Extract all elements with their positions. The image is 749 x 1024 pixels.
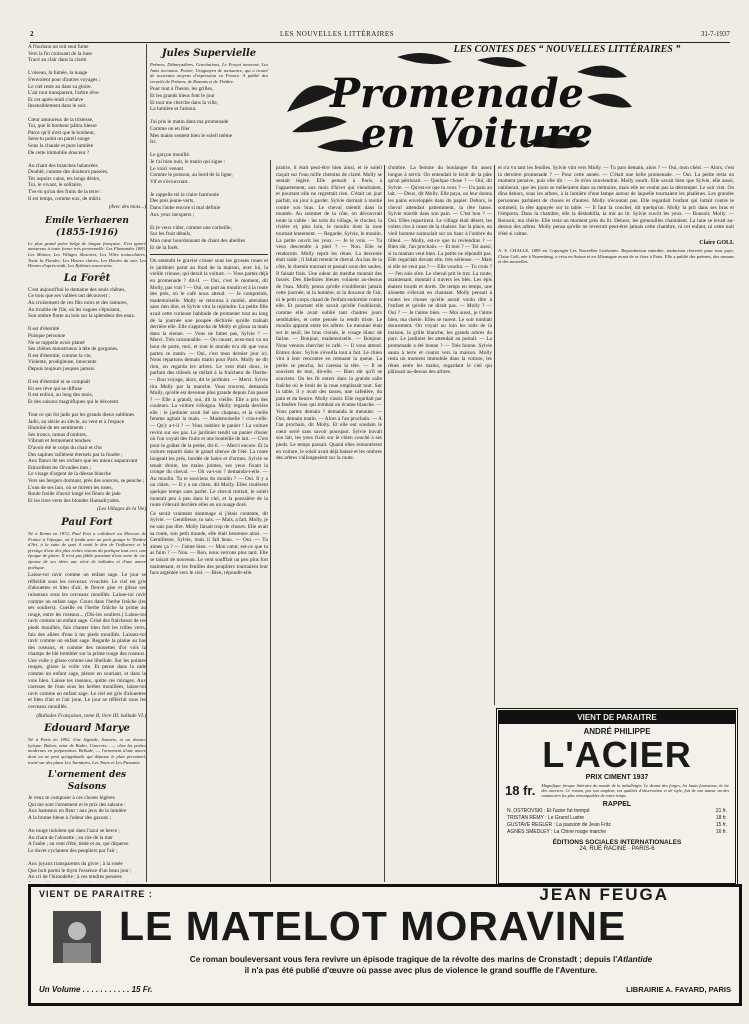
copyright-note: A. S. CHALLE, 1889 est Copyright Les Nouvelles Littéraires. Reproduction interdite, traduction réservée pour tous pays. Claire Goll, née à Nuremberg, a vécu en Suisse et en Allemagne avant de se fixer à Paris. Elle a publié des poèmes, des romans et des nouvelles. xyxy=(498,248,734,265)
rappel-item: N. OSTROVSKI : Et l'acier fut trempé 21 fr. xyxy=(507,808,727,814)
ad-lacier xyxy=(496,708,738,886)
ad-matelot-moravine xyxy=(28,884,742,1006)
ad2-kicker: VIENT DE PARAITRE : xyxy=(39,889,153,899)
column-two xyxy=(150,44,268,882)
ornement-title: L'ornement des Saisons xyxy=(47,770,127,793)
story-part-2: Ce serait vraiment dommage si j'étais contente, dit Sylvie. — Gentillesse, tu sais. — Mais, a fait, Molly, je ne sais pas dire. Molly faisait trop de choses. Elle avait sa route, son petit monde, elle était heureuse ainsi. — Gentillesse, Sylvie, mais il fait beau. — Oui. — Tu aimes ça ? — J'aime bien. — Mon cœur, est-ce que tu as faim ? — Non. — Bon, nous verrons plus tard. Elle se taisait de nouveau. Le vent soufflait un peu plus fort maintenant, et les feuilles des peupliers tournaient leur face argentée vers le ciel. — Bien, répondit-elle. xyxy=(150,510,268,577)
ornement-poem: Je veux te composer à ces choses légères Qui me sont l'ornement et le prix des saisons : Aux hameaux en fleur ; aux jeux de la lumière A la brume bleue à l'odeur des gazons ; Au rouge indolent qui dans l'azur se berce ; Au chant de l'alouette ; au rire de la mer A l'aube ; au vent d'été, tiède et au, qui disperse Le duvet cyclamen des peupliers par l'air ; Aux joyaux transparents du givre ; à la rosée Que boit parmi le thym l'essence d'un beau jour ; Au cri de l'hirondelle ; à ces tendres pensées xyxy=(28,795,132,881)
marye-heading: Edouard Marye xyxy=(44,723,130,735)
supervielle-bio: Poèmes, Débarcadères, Gravitations, Le Forçat innocent, Les Amis inconnus. Poésie, Uruguayen de naissance, qui a trouvé de nouveaux moyens d'expression en France. A publié des recueils de Poèmes, de Romans et de Théâtre. xyxy=(150,62,268,84)
fort-prose: Laisse-toi ravir comme un enfant sage. Le jour se réfléchit sous les cerceaux vivacités. Le ciel est gris d'alouettes et bleu d'air, le fleuve gise et glisse ses ruisseaux sous les cerceaux mouillés. Laisse-toi ravir comme un enfant sage. Cours dans l'herbe fraîche (les ses souliers). Cueille en l'herbe fraîche la prime au rouge, entre les roseaux... (Dis-les souliers.) Laisse-toi ravir comme un enfant sage. Grisé des fraîcheurs de tes pieds mouillés, fais chanter bleu fort les trilles verts, fais des allées d'eau à tes pieds mouillés. Laissez-toi ravir comme un enfant sage. Regarde la plaine au bas des roseaux, et comme des mouettes d'or vois la champs de blé trembler sur la prime rouge des roseaux. Une voile y glisse comme une libellule. Sur les pointes rouges, glisse la voile vite. Et pense dans la rade comme un enfant sage, pleure en souriant, et dans la voie bleu. Laisse tes roseaux, quitte ces mirages. Aux caresses de l'eau sous les herbes mouillées, laisse-toi ravir comme un enfant sage. Le ciel est gris d'alouettes et bleu d'air et l'air joue. Le jour se réfléchit sous les cerceaux mouillés. xyxy=(28,572,146,711)
rappel-item: AGNES SMEDLEY : La Chine rouge marche 16 fr. xyxy=(507,829,727,835)
ad-blurb: Magnifique fresque littéraire du monde de la métallurgie. Le drame des forges, les hauts fourneaux, la vie des ouvriers. Ce roman, par son ampleur, ses qualités d'observation et de style, fait de son auteur un des romanciers les plus remarquables de notre temps. xyxy=(541,783,729,798)
story-part-5: et n'a vu tant les feuilles. Sylvie vint vers Molly. — Tu pars demain, alors ? — Oui, mon chéri. — Alors, c'est la dernière promenade ? — Pour cette année. — C'était une belle promenade. — Oui. La petite resta un moment pensive, puis elle dit : — Je m'en souviendrai. Molly sourit. Elle savait bien que Sylvie, elle aussi, oublierait, que les jours se mêleraient dans sa mémoire, mais elle ne voulut pas la détromper. Le soir vint. On dîna dehors, sous les arbres, à la lumière d'une lampe autour de laquelle tournaient les phalènes. Les grandes personnes parlaient de choses et d'autres. Molly n'écoutait pas. Elle regardait l'enfant qui luttait contre le sommeil, la tête appuyée sur la table. — Il faut la coucher, dit quelqu'un. Molly la prit dans ses bras et l'emporta. Dans la chambre, elle la déshabilla, la mit au lit. Sylvie ouvrit les yeux. — Bonsoir, Molly. — Bonsoir, ma chérie. Elle resta un moment près du lit. Dehors, les grenouilles chantaient. La lune se levait au-dessus des arbres. Molly pensa qu'elle ne reverrait peut-être jamais cette chambre, ni cet enfant, ni cette nuit d'été si calme. xyxy=(498,165,734,237)
ad2-volume: Un Volume . . . . . . . . . . . 15 Fr. xyxy=(39,985,153,994)
poem-top: A l'horizon un toit seul fume Vers la fin croissant de la lune Tracé au clair dans la clarté. L'oiseau, la fumée, la nuage S'envolent pour d'autres voyages ; Le ciel reste au dans sa gloire. L'air tout transparent, l'arbre rêve Et cet après-midi s'achève Insensiblement dans le soir. Cœur amoureux de ta tristesse, Toi, que le bonheur pâlira blesse Parce qu'il n'est que le bonheur, Sens-tu point un pareil songe Sous la chaude et pure lumière De cette immobile douceur ? Au chant des branches balancées Doublé, comme des douleurs passées, Tes aspoirs vains, tes longs désirs, Toi, le vivant, le solitaire, T'es-tu qu'un des fruits de la terre : Il est temps, comme eux, de mûrir. xyxy=(28,44,109,202)
rappel-item: TRISTAN RÉMY : Le Grand Lustre 18 fr. xyxy=(507,815,727,821)
credit-top: (Avec des mots...) xyxy=(108,204,146,211)
column-four xyxy=(388,165,492,882)
ad2-title: LE MATELOT MORAVINE xyxy=(119,903,627,949)
ad-rappel-list xyxy=(499,808,735,836)
ad-author: ANDRÉ PHILIPPE xyxy=(583,727,651,736)
contes-heading: LES CONTES DES “ NOUVELLES LITTÉRAIRES ” xyxy=(453,44,681,55)
verhaeren-heading: Emile Verhaeren (1855-1916) xyxy=(45,215,129,238)
story-part-1: On entendit le gravier crisser sous les grosses roues et le jardinier parut au fond de la maison, avec lui, la vieille crieuse, qui dessit la voiture. — Vous partez déjà en promenade ? dit-il. — Oui, c'est le moment, dit Molly, pas vrai ? — Oui, on part au moulin et à la route des près, où le café nous attend. — Je comprends, mademoiselle. Molly se retourna à moitié, attendant sans rien dire, et Sylvie vint la rejoindre. La petite fille avait cette curieuse habitude de promener tout au long de la journée une poupée déchirée qu'elle traînait derrière elle. Elle s'approcha de Molly et glissa sa main dans la sienne. — Vous ne faites pas, Sylvie ? — Merci. Très raisonnable. — On causer, avez-moi vu un bout de porte, moi, et tout le monde m'a dit que vous partez ce matin. — Oui, c'est mon dernier jour ici. Nous repartons demain matin pour Paris. Molly ne dit rien, on regarda les arbres. Le vent était doux, le parfum des tilleuls se mêlait à la fraîcheur de l'herbe. — Bon voyage, alors, dit le jardinier. — Merci. Sylvie tira Molly par la manche. Vous trouvez, demanda Molly, qu'elle est devenue plus grande depuis l'an passé ? — Elle a grandi, oui, dit la vieille. Elle a pris des couleurs. La voiture s'éloigna. Molly regarda derrière elle : le jardinier avait ôté son chapeau, et la vieille femme agitait la main. — Mademoiselle ! cria-t-elle. — Qu'y a-t-il ? — Vous oubliez le panier ! La voiture revint sur ses pas. Le jardinier tendit un panier d'osier où l'on voyait des fruits et une bouteille de lait. — C'est pour le goûter de la petite, dit-il. — Merci encore. Et la voiture repartit dans le grand silence de l'été. La route longeait les prés, bordée de haies et d'ormes. Sylvie se tenait droite, les mains jointes, ses yeux fixant la croupe du cheval. — Où va-t-on ? demanda-t-elle. — Au moulin. Tu te souviens du moulin ? — Oui. Il y a un chien. — Il y a un chien, dit Molly. Elles roulèrent quelque temps sans parler. Le cheval trottait, le soleil montait peu à peu dans le ciel, et la poussière de la route s'élevait derrière elles en un nuage doré. xyxy=(150,258,268,509)
supervielle-poem: Pour tout à l'heure, les grilles, Et les grands bleus font le jour Et tout me cherche dans la ville, La lumière et l'amour. J'ai pris le matin dans ma promenade Comme on en filer Mes mains sentent bien le soleil même Ici. Le garçon mouillé. Je t'ai bien nuit, le matin qui signe : Le voici venant Comme le poisson, au bord de la ligne, Vif et s'écouvrant. Je rappelle tel la claire harmonie Des prés jeune-verts, Dans l'aube encore si mal définie Aux yeux inexperts ; Et je veux vider, comme une corbeille, Sur les fruit détails, Mon cœur bourdonnant de chant des abeilles Et de la forêt. xyxy=(150,86,246,251)
svg-text:en Voiture: en Voiture xyxy=(361,110,593,157)
column-rule xyxy=(270,160,271,882)
ad-kicker: VIENT DE PARAITRE xyxy=(499,711,735,724)
page-header xyxy=(30,30,730,43)
ad-prize: PRIX CIMENT 1937 xyxy=(585,774,649,781)
ad2-publisher: LIBRAIRIE A. FAYARD, PARIS xyxy=(626,985,731,994)
fort-heading: Paul Fort xyxy=(61,517,113,528)
column-rule xyxy=(384,165,385,882)
ad-title: L'ACIER xyxy=(542,734,692,775)
ad-publisher: ÉDITIONS SOCIALES INTERNATIONALES xyxy=(552,839,682,846)
marye-bio: Né à Paris en 1892. Une légende, Sonnets, et un dossier lyrique, Bolero, mise de Radio, Concerts... — chez les poètes modernes en préparation. Bellude, — l'ornement d'une œuvre dont on ne peut qu'applaudir qui dépasse le plan personnel, traité sur des plans Les Aventures, Les Tours et Les Passants. xyxy=(28,737,146,765)
column-three xyxy=(276,165,382,882)
column-five xyxy=(498,165,734,705)
ad-price: 18 fr. xyxy=(505,783,536,798)
ad-rappel-title: RAPPEL xyxy=(602,801,632,808)
ad2-author: JEAN FEUGA xyxy=(539,885,669,904)
ad2-blurb: Ce roman bouleversant vous fera revivre un épisode tragique de la révolte des marins de Cronstadt ; depuis l'Atlantide il n'a pas été publié d'œuvre où passe avec plus de violence le grand souffle de l'Aventure. xyxy=(189,955,653,975)
divider xyxy=(150,254,268,255)
story-part-3: prairie, il était peut-être bien ainsi, et le soleil traçait sur l'eau mille chemins de clarté. Molly se sentait légère. Elle pensait à Paris, à l'appartement, aux mois d'hiver qui viendraient, et pourtant elle ne regrettait rien. C'était un jour parfait, un jour à garder. Sylvie dormait à moitié contre son bras. Le cheval ralentit dans la montée. Au sommet de la côte, on découvrait toute la vallée : les toits du village, le clocher, la rivière et, plus loin, le moulin dont la roue tournait lentement. — Regarde, Sylvie, le moulin. La petite ouvrit les yeux. — Je le vois. — Tu veux descendre à pied ? — Non. Elle se rendormit. Molly reprit les rênes. La descente était raide ; il fallait retenir le cheval. Au bas de la côte, le chemin tournait et passait sous des saules. Il faisait frais. Une odeur de menthe montait des fossés. Des libellules bleues volaient au-dessus de l'eau. Molly pensa qu'elle n'oublierait jamais cette journée, ni la lumière, ni la douceur de l'air, ni le petit corps chaud de l'enfant endormie contre elle. Et pourtant elle savait qu'elle l'oublierait, comme elle avait oublié tant d'autres jours semblables, et cette pensée la rendit triste. Le moulin apparut entre les arbres. Le meunier était sur le seuil, les bras croisés, le visage blanc de farine. — Bonjour, mademoiselle. — Bonjour. Nous venons chercher le café. — Il vous attend. Entrez donc. Sylvie s'éveilla tout à fait. Le chien vint à leur rencontre en remuant la queue. La petite se pencha, lui caressa la tête. — Il se souvient de moi, dit-elle. — Bien sûr qu'il se souvient. On les fit entrer dans la grande salle fraîche où le bruit de la roue emplissait tout. Sur la table, il y avait des tasses, une cafetière, du pain et du beurre. Molly s'assit. Elle regardait par la fenêtre l'eau qui tombait en écume blanche. — Vous partez demain ? demanda le meunier. — Oui, demain matin. — Alors à l'an prochain. — A l'an prochain, dit Molly. Et elle eut soudain le cœur serré sans savoir pourquoi. Sylvie buvait son lait, les yeux fixés sur le chien couché à ses pieds. Le temps passait. Quand elles remontèrent en voiture, le soleil avait déjà baissé et les ombres des arbres s'allongeaient sur la route. xyxy=(276,165,382,462)
foret-poem: C'est aujourd'hui le domaine des seuls chênes, Ce bois que ses vallées ont découvert ; Au croisement de ces fûts noirs et des ramures, Au trouble de l'ile, où les vagues s'épuisent, Son ombre flotte au loin sur la splendeur des eaux. Il est d'éternité Puisque personne Ne se rappelle avoir planté Ses chênes monstrueux à tête de gorgones. Il est d'éternité, comme la vie, Violente, prodigieuse, innocente Depuis toujours jusques jamais. Il est d'éternité et se complaît En ses rêve qui se diffuse Il est enfoui, au long des mois, Et des saisons magnifiques qui le décorent. Tout ce qui fut jadis par les grands dieux sublimes Jadis, au siècle au siècle, au vent et à l'espace Illuminé de tes sentiments : Ses troncs, ramus d'ombres, Vibrant et fermement tendues D'avoir été le corps du chair et d'or Des sapines raillèrent éternels par la foudre ; Aux flancs de ses rochers que les mieux auparavant Etincellent les Orvadies mes ; Le visage d'argent de la déesse blanche Vers ses bergers dormant, près des sources, se penche ; L'eau de ses lacs, où se mirent les roses, Roule froide d'avoir longé les fleurs de jade Et les rires verts des blondes Hamadryades. xyxy=(28,286,145,504)
issue-date: 31-7-1937 xyxy=(700,30,730,38)
rappel-item: GUSTAVE REGLER : La passion de Jean Fritz 15 fr. xyxy=(507,822,727,828)
promenade-title-illustration xyxy=(277,52,637,162)
title-art-text: Promenade xyxy=(329,70,585,117)
portrait-icon xyxy=(53,911,101,963)
page-number: 2 xyxy=(30,30,34,38)
column-poems-left xyxy=(28,44,146,882)
fort-bio: Né à Reims en 1872, Paul Fort a collaboré au Mercure de France à l'époque, où il fonda avec un petit groupe le Théâtre d'Art, à la suite de quoi il avait le don de l'influence et le prestige d'une des plus riches visions du poétique tout ceci, une époque de gloire. Il n'est pas fidèle pourtant d'une sorte de vie, épouse de ses idées une série de ballades et d'une œuvre poétique. xyxy=(28,531,146,570)
ad-address: 24, RUE RACINE · PARIS-6 xyxy=(579,846,655,852)
column-rule xyxy=(494,165,495,705)
supervielle-heading: Jules Supervielle xyxy=(161,48,257,59)
credit-foret: (Les Villages de la Vie) xyxy=(97,506,146,513)
author-portrait xyxy=(53,911,101,963)
story-part-4: d'ombre. La femme du boulanger fut assez longue à servir. On entendait le bruit de la pâte qu'on pétrissait. — Quelque chose ? — Oui, dit Sylvie. — Qu'est-ce que tu veux ? — Un pain au lait. — Deux, dit Molly. Elle paya, on leur donna les pains enveloppés dans du papier. Dehors, le cheval attendait patiemment, la tête basse. Sylvie mordit dans son pain. — C'est bon ? — Oui. Elles repartirent. Le village était désert, les volets clos à cause de la chaleur. Sur la place, un vieil homme somnolait sur un banc à l'ombre du tilleul. — Molly, est-ce que tu reviendras ? — Bien sûr, l'an prochain. — Et moi ? — Toi aussi, si ta maman veut bien. La petite ne répondit pas. Elle regardait devant elle, très sérieuse. — Mais si elle ne veut pas ? — Elle voudra. — Tu crois ? — J'en suis sûre. Le cheval prit le trot. La route, maintenant, montait à travers les blés. Les épis étaient lourds et dorés. De temps en temps, une alouette s'élevait en chantant. Molly pensait à toutes les choses qu'elle aurait voulu dire à l'enfant et qu'elle ne dirait pas. — Molly ? — Oui ? — Je t'aime bien. — Moi aussi, je t'aime bien, ma chérie. Elles se turent. Le soir tombait doucement. On voyait au loin les toits de la maison, la grille blanche, les grands arbres du parc. Le jardinier les attendait au portail. — La promenade a été bonne ? — Très bonne. Sylvie sauta à terre et courut vers la maison. Molly resta un moment immobile dans la voiture, les rênes entre les mains, regardant le ciel qui pâlissait au-dessus des arbres. xyxy=(388,165,492,376)
credit-fort: (Ballades Françaises, tome II, livre III, ballade VI.) xyxy=(36,712,146,719)
foret-title: La Forêt xyxy=(63,272,111,284)
column-rule xyxy=(146,44,147,882)
story-signature: Claire GOLL xyxy=(699,239,734,246)
journal-name: LES NOUVELLES LITTÉRAIRES xyxy=(280,30,394,38)
verhaeren-bio: Le plus grand poète belge de langue française. S'est ignoré amoureux à toute forme très personnelle. Les Flamandes 1883, Les Moines, Les Villages illusoires, Les Villes tentaculaires, Toute la Flandre, Les Heures claires, Les Heures du soir, Les Heures d'après-midi, Les Rythmes souverains. xyxy=(28,240,146,269)
